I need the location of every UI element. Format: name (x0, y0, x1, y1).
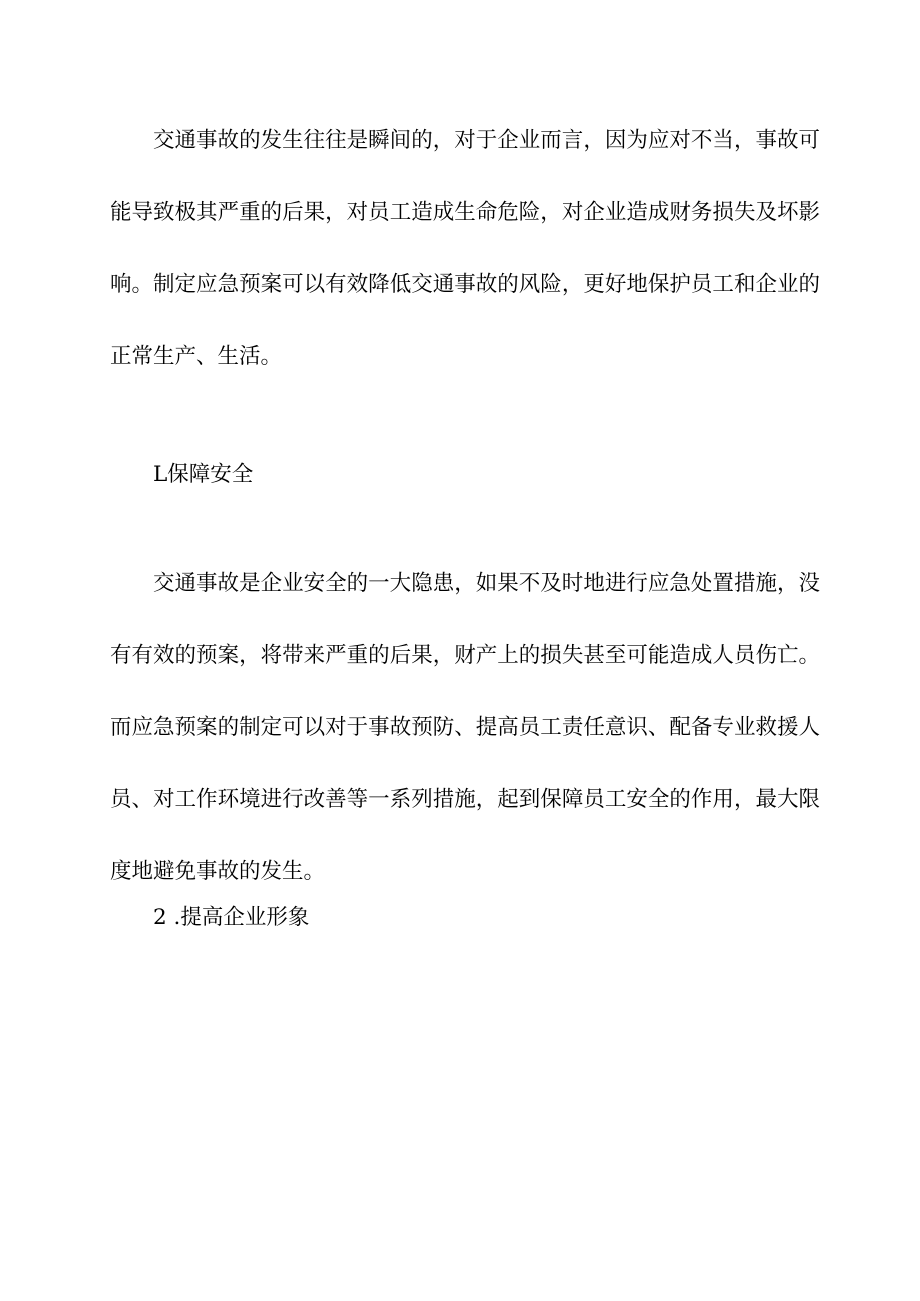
heading-corporate-image: 2 .提高企业形象 (153, 905, 310, 930)
heading-ensure-safety: L保障安全 (153, 462, 254, 487)
paragraph-safety: 交通事故是企业安全的一大隐患，如果不及时地进行应急处置措施，没有有效的预案，将带来严重的后果，财产上的损失甚至可能造成人员伤亡。而应急预案的制定可以对于事故预防、提高员工责任意识、配备专业救援人员、对工作环境进行改善等一系列措施，起到保障员工安全的作用，最大限度地避免事故的发生。 (110, 571, 820, 884)
paragraph-importance: 交通事故的发生往往是瞬间的，对于企业而言，因为应对不当，事故可能导致极其严重的后果，对员工造成生命危险，对企业造成财务损失及坏影响。制定应急预案可以有效降低交通事故的风险，更好地保护员工和企业的正常生产、生活。 (110, 128, 820, 369)
